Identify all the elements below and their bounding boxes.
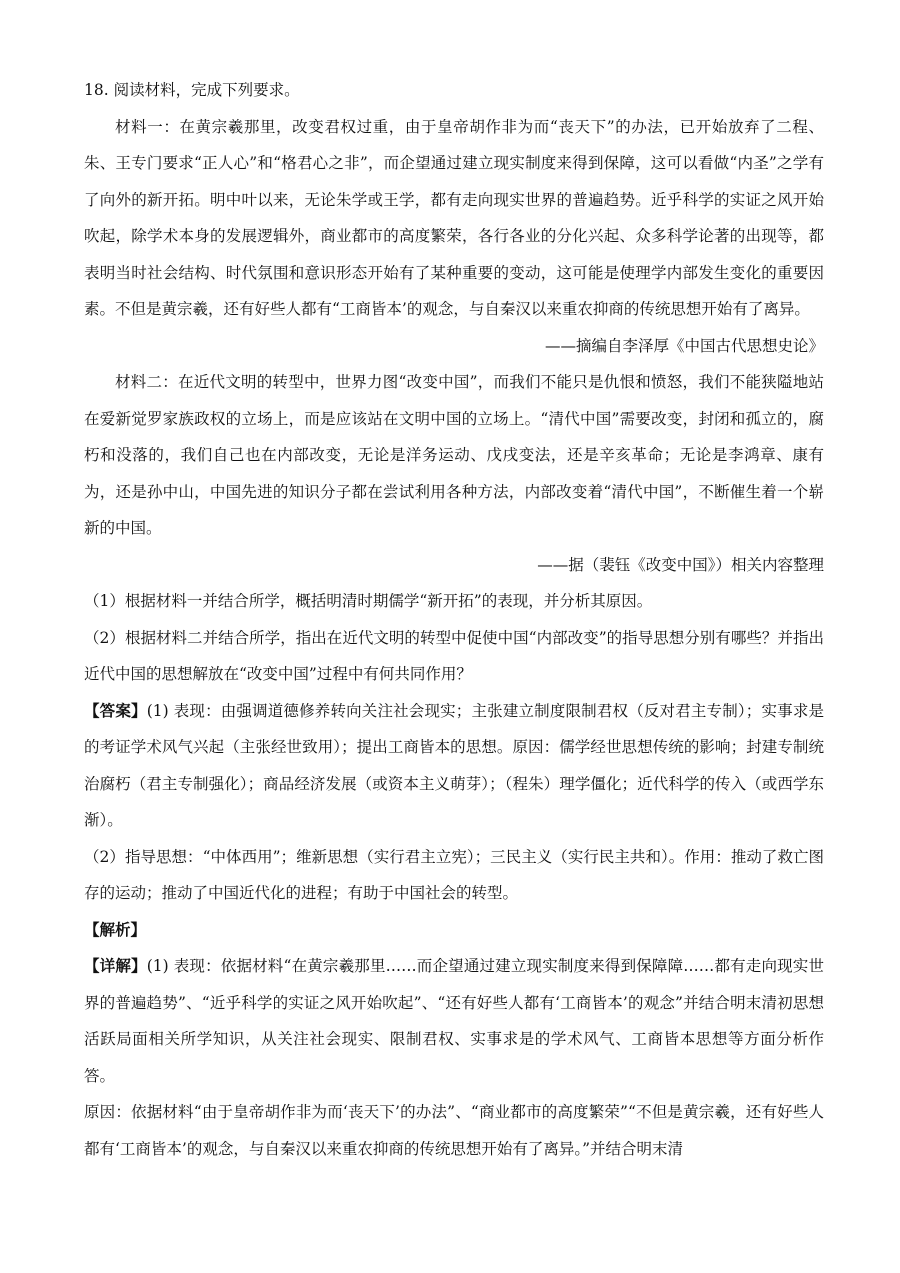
detail-block xyxy=(84,948,824,1094)
question-one: （1）根据材料一并结合所学，概括明清时期儒学“新开拓”的表现，并分析其原因。 xyxy=(84,592,653,610)
document-page xyxy=(84,72,824,1167)
detail-reason: 原因：依据材料“由于皇帝胡作非为而‘丧天下’的办法”、“商业都市的高度繁荣”“不但是黄宗羲，还有好些人都有‘工商皆本’的观念，与自秦汉以来重农抑商的传统思想开始有了离异。”并结合明末清 xyxy=(84,1103,824,1158)
answer-tag: 【答案】 xyxy=(84,701,147,720)
material-two: 材料二：在近代文明的转型中，世界力图“改变中国”，而我们不能只是仇恨和愤怒，我们不能狭隘地站在爱新觉罗家族政权的立场上，而是应该站在文明中国的立场上。“清代中国”需要改变，封闭和孤立的，腐朽和没落的，我们自己也在内部改变，无论是洋务运动、戊戌变法，还是辛亥革命；无论是李鸿章、康有为，还是孙中山，中国先进的知识分子都在尝试利用各种方法，内部改变着“清代中国”，不断催生着一个崭新的中国。 xyxy=(84,373,824,537)
detail-one: (1) 表现：依据材料“在黄宗羲那里……而企望通过建立现实制度来得到保障障……都有走向现实世界的普遍趋势”、“近乎科学的实证之风开始吹起”、“还有好些人都有‘工商皆本’的观念”并结合明末清初思想活跃局面相关所学知识，从关注社会现实、限制君权、实事求是的学术风气、工商皆本思想等方面分析作答。 xyxy=(84,957,824,1085)
analysis-tag: 【解析】 xyxy=(84,920,147,939)
question-title: 18. 阅读材料，完成下列要求。 xyxy=(84,81,300,99)
material-one-source: ——摘编自李泽厚《中国古代思想史论》 xyxy=(544,336,824,355)
material-two-source: ——据（裴钰《改变中国》）相关内容整理 xyxy=(537,555,824,574)
answer-one-block xyxy=(84,693,824,839)
detail-tag: 【详解】 xyxy=(84,957,147,975)
material-one: 材料一：在黄宗羲那里，改变君权过重，由于皇帝胡作非为而“丧天下”的办法，已开始放弃了二程、朱、王专门要求“正人心”和“格君心之非”，而企望通过建立现实制度来得到保障，这可以看做“内圣”之学有了向外的新开拓。明中叶以来，无论朱学或王学，都有走向现实世界的普遍趋势。近乎科学的实证之风开始吹起，除学术本身的发展逻辑外，商业都市的高度繁荣，各行各业的分化兴起、众多科学论著的出现等，都表明当时社会结构、时代氛围和意识形态开始有了某种重要的变动，这可能是使理学内部发生变化的重要因素。不但是黄宗羲，还有好些人都有“工商皆本’的观念，与自秦汉以来重农抑商的传统思想开始有了离异。 xyxy=(84,117,824,318)
answer-one: (1) 表现：由强调道德修养转向关注社会现实；主张建立制度限制君权（反对君主专制）；实事求是的考证学术风气兴起（主张经世致用）；提出工商皆本的思想。原因：儒学经世思想传统的影响；封建专制统治腐朽（君主专制强化）；商品经济发展（或资本主义萌芽）；（程朱）理学僵化；近代科学的传入（或西学东渐）。 xyxy=(84,701,824,829)
answer-two: （2）指导思想：“中体西用”；维新思想（实行君主立宪）；三民主义（实行民主共和）。作用：推动了救亡图存的运动；推动了中国近代化的进程；有助于中国社会的转型。 xyxy=(84,847,824,902)
question-two: （2）根据材料二并结合所学，指出在近代文明的转型中促使中国“内部改变”的指导思想分别有哪些？并指出近代中国的思想解放在“改变中国”过程中有何共同作用？ xyxy=(84,628,824,683)
